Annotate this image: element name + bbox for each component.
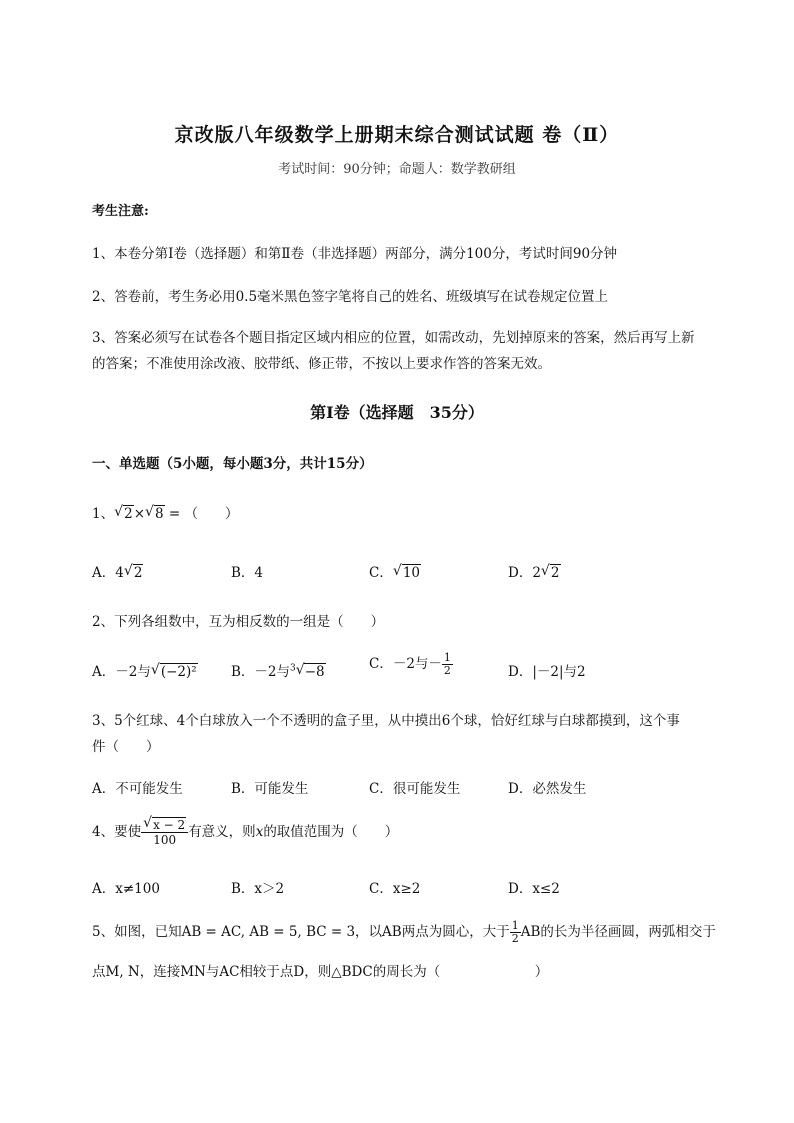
question-1-stem — [92, 502, 239, 522]
q3-option-c: C．很可能发生 — [369, 781, 461, 797]
part-title: 一、单选题（5小题，每小题3分，共计15分） — [92, 456, 373, 472]
q3-option-a: A．不可能发生 — [92, 781, 183, 797]
notice-item-2: 2、答卷前，考生务必用0.5毫米黑色签字笔将自己的姓名、班级填写在试卷规定位置上 — [92, 289, 609, 305]
q1-sqrt-1: √ 2 — [114, 504, 133, 522]
question-2-stem: 2、下列各组数中，互为相反数的一组是（ ） — [92, 614, 385, 630]
section-title: 第Ⅰ卷（选择题 35分） — [310, 403, 484, 422]
notice-heading: 考生注意: — [92, 204, 149, 219]
question-3-stem-line2: 件（ ） — [92, 739, 160, 755]
page-subtitle: 考试时间：90分钟；命题人：数学教研组 — [278, 162, 516, 177]
question-3-stem-line1: 3、5个红球、4个白球放入一个不透明的盒子里，从中摸出6个球，恰好红球与白球都摸到，这个事 — [92, 713, 680, 729]
question-4-stem: 4、要使 √ x − 2 100 有意义，则x的取值范围为（ ） — [92, 815, 399, 847]
q1-suffix: = （ ） — [164, 506, 239, 522]
q3-option-b: B．可能发生 — [231, 781, 309, 797]
q4-option-a: A．x≠100 — [92, 881, 160, 897]
q4-option-d: D．x≤2 — [508, 881, 560, 897]
q1-option-a: A．4 √ 2 — [92, 563, 143, 581]
notice-item-3-cont: 的答案；不准使用涂改液、胶带纸、修正带，不按以上要求作答的答案无效。 — [92, 356, 551, 372]
q2-option-c: C．－2与－ $\frac{1}{2}$ — [369, 651, 451, 677]
q1-option-c: C． √ 10 — [369, 563, 421, 581]
page-title: 京改版八年级数学上册期末综合测试试题 卷（Ⅱ） — [174, 124, 620, 146]
question-5-stem-line2: 点M, N，连接MN与AC相较于点D，则△BDC的周长为（ ） — [92, 964, 549, 980]
q1-option-b: B．4 — [231, 565, 264, 581]
q2-option-d: D．|－2|与2 — [508, 664, 586, 680]
notice-item-3: 3、答案必须写在试卷各个题目指定区域内相应的位置，如需改动，先划掉原来的答案，然后再写上新 — [92, 330, 695, 346]
q4-option-c: C．x≥2 — [369, 881, 421, 897]
q4-option-b: B．x＞2 — [231, 881, 285, 897]
question-5-stem-line1: 5、如图，已知AB = AC, AB = 5, BC = 3，以AB两点为圆心，大于 $\frac{1}{2}$ AB的长为半径画圆，两弧相交于 — [92, 919, 716, 945]
notice-item-1: 1、本卷分第Ⅰ卷（选择题）和第Ⅱ卷（非选择题）两部分，满分100分，考试时间90分钟 — [92, 246, 618, 262]
q3-option-d: D．必然发生 — [508, 781, 587, 797]
q1-prefix: 1、 — [92, 506, 115, 522]
q2-option-b: B．－2与$^3$ √ −8 — [231, 662, 325, 680]
q2-option-a: A．－2与 √ (−2)² — [92, 662, 197, 680]
q1-sqrt-2: √ 8 — [145, 504, 164, 522]
q1-times: × — [133, 506, 145, 522]
q1-option-d: D．2 √ 2 — [508, 563, 560, 581]
